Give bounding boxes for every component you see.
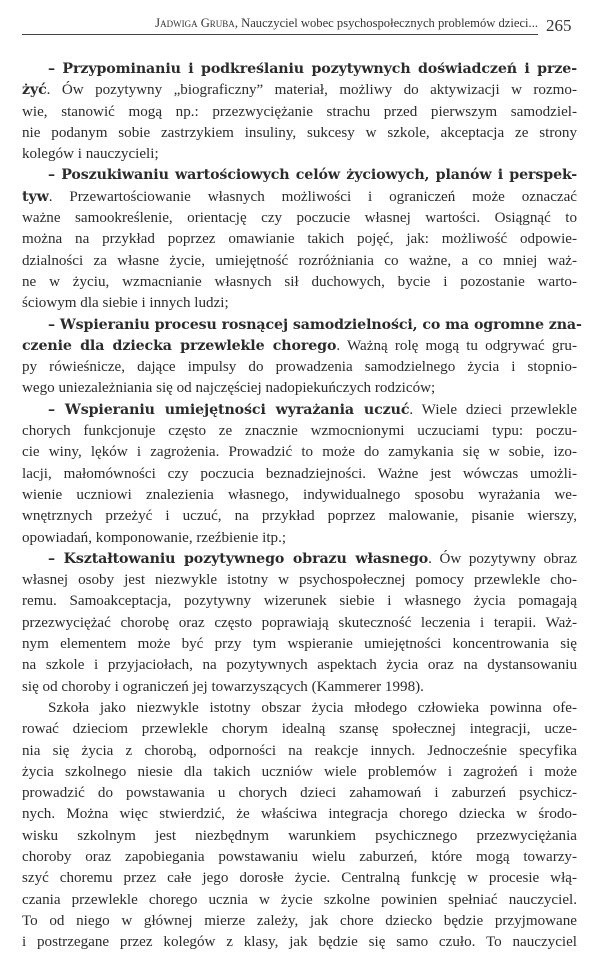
- body-text: można na przykład poprzez omawianie takich pojęć, jak: możliwość odpowie-: [22, 231, 577, 248]
- text-line: [22, 549, 577, 570]
- text-line: [22, 80, 577, 101]
- bold-heading-text: tyw: [22, 188, 49, 205]
- body-text: nie podanym sobie zastrzykiem insuliny, sukcesy w szkole, akceptacja ze strony: [22, 124, 577, 141]
- text-line: [22, 336, 577, 357]
- text-line: [22, 400, 577, 421]
- body-text: chorych funkcjonuje często ze znacznie wzmocnionymi uczuciami typu: poczu-: [22, 423, 577, 440]
- text-line: [22, 762, 577, 783]
- chapter-title: Nauczyciel wobec psychospołecznych problemów dzieci...: [241, 16, 538, 30]
- text-line: [22, 315, 582, 336]
- body-text: czania przewlekle chorego ucznia w życie szkolne powinien spełniać nauczyciel.: [22, 891, 577, 908]
- body-text: choroby oraz zapobiegania powstawaniu wielu zaburzeń, które mogą towarzy-: [22, 848, 577, 865]
- text-line: [22, 229, 577, 250]
- author-separator: ,: [234, 16, 242, 30]
- text-line: [22, 911, 577, 932]
- text-line: [22, 826, 577, 847]
- header-rule: [22, 34, 538, 35]
- text-line: [22, 868, 577, 889]
- bold-heading-text: – Wspieraniu umiejętności wyrażania uczuć: [48, 401, 410, 418]
- body-text: . Wiele dzieci przewlekle: [409, 401, 577, 418]
- body-text: dzialności za własne życie, umiejętność rozróżniania co ważne, a co mniej waż-: [22, 252, 577, 269]
- text-line: [22, 165, 577, 186]
- body-text: nia się życia z chorobą, odporności na reakcje innych. Jednocześnie specyfika: [22, 742, 577, 759]
- text-line: [22, 698, 577, 719]
- text-line: [22, 506, 577, 527]
- text-line: [22, 655, 577, 676]
- bold-heading-text: – Wspieraniu procesu rosnącej samodzielności, co ma ogromne zna-: [48, 316, 582, 333]
- text-line: [22, 932, 577, 953]
- page-number: 265: [546, 16, 572, 35]
- body-text: lacji, małomówności czy poczucia beznadziejności. Ważne jest wówczas umożli-: [22, 465, 577, 482]
- body-text: . Przewartościowanie własnych możliwości i ograniczeń może oznaczać: [48, 188, 577, 205]
- body-text: się od choroby i ograniczeń jej towarzyszących (Kammerer 1998).: [22, 678, 424, 695]
- text-line: [22, 570, 577, 591]
- text-line: [22, 783, 577, 804]
- text-line: [22, 208, 577, 229]
- body-text: Szkoła jako niezwykle istotny obszar życia młodego człowieka powinna ofe-: [48, 699, 577, 716]
- text-line: [22, 102, 577, 123]
- text-line: [22, 528, 577, 549]
- text-line: [22, 421, 577, 442]
- text-line: [22, 59, 577, 80]
- body-text: nych. Można więc stwierdzić, że właściwa integracja chorego dziecka w środo-: [22, 806, 577, 823]
- body-text: przezwyciężać chorobę oraz często poprawiają skuteczność leczenia i terapii. Waż-: [22, 614, 577, 631]
- text-line: [22, 357, 577, 378]
- text-line: [22, 187, 577, 208]
- text-line: [22, 804, 577, 825]
- text-line: [22, 272, 577, 293]
- body-text: ważne samookreślenie, orientację czy poczucie własnej wartości. Osiągnąć to: [22, 210, 577, 227]
- text-line: [22, 464, 577, 485]
- body-text: wisku szkolnym jest niezbędnym warunkiem psychicznego przezwyciężania: [22, 827, 577, 844]
- running-head: [22, 14, 582, 40]
- bold-heading-text: – Poszukiwaniu wartościowych celów życiowych, planów i perspek-: [48, 167, 577, 184]
- body-text: remu. Samoakceptacja, pozytywny wizerunek siebie i własnego życia pomagają: [22, 593, 577, 610]
- body-text: kolegów i nauczycieli;: [22, 146, 159, 163]
- body-text: . Ów pozytywny obraz: [428, 550, 577, 567]
- bold-heading-text: czenie dla dziecka przewlekle chorego: [22, 337, 337, 354]
- body-text: rować dzieciom przewlekle chorym idealną szansę społecznej integracji, ucze-: [22, 721, 577, 738]
- bold-heading-text: – Kształtowaniu pozytywnego obrazu własnego: [48, 550, 429, 567]
- text-line: [22, 719, 577, 740]
- text-line: [22, 847, 577, 868]
- body-text: . Ów pozytywny „biograficzny” materiał, możliwy do aktywizacji w rozmo-: [46, 82, 577, 99]
- body-text: py rówieśnicze, dające impulsy do prowadzenia samodzielnego życia i stopnio-: [22, 359, 577, 376]
- body-text: i postrzegane przez kolegów z klasy, jak będzie się samo czuło. To nauczyciel: [22, 934, 577, 951]
- body-text: wnętrznych przeżyć i uczuć, na przykład poprzez malowanie, pisanie wierszy,: [22, 508, 577, 525]
- body-text: życia szkolnego niesie dla takich uczniów wiele problemów i zagrożeń i może: [22, 763, 577, 780]
- text-line: [22, 442, 577, 463]
- running-head-title: [22, 16, 538, 31]
- text-line: [22, 251, 577, 272]
- bold-heading-text: – Przypominaniu i podkreślaniu pozytywnych doświadczeń i prze-: [48, 61, 577, 77]
- body-text: wego uniezależniania się od najczęściej nadopiekuńczych rodziców;: [22, 380, 436, 397]
- body-text: ściowym dla siebie i innych ludzi;: [22, 295, 229, 312]
- text-line: [22, 613, 577, 634]
- body-text: szyć choremu przez całe jego dorosłe życie. Centralną funkcję w procesie włą-: [22, 870, 577, 887]
- body-text: nym elementem może być przy tym wspieranie umiejętności koncentrowania się: [22, 636, 577, 653]
- text-line: [22, 890, 577, 911]
- text-line: [22, 591, 577, 612]
- bold-heading-text: żyć: [22, 82, 47, 99]
- body-text: prowadzić do powstawania u chorych dzieci zahamowań i zaburzeń psychicz-: [22, 785, 577, 802]
- text-line: [22, 293, 577, 314]
- page-body: [22, 59, 582, 953]
- text-line: [22, 677, 577, 698]
- text-line: [22, 634, 577, 655]
- body-text: własnej osoby jest niezwykle istotny w psychospołecznej pomocy przewlekle cho-: [22, 572, 577, 589]
- text-line: [22, 485, 577, 506]
- body-text: na szkole i przyjaciołach, na pozytywnych aspektach życia oraz na dystansowaniu: [22, 657, 577, 674]
- body-text: wie, stanowić mogą np.: przezwyciężanie strachu przed pierwszym samodziel-: [22, 103, 577, 120]
- text-line: [22, 144, 577, 165]
- body-text: cie winy, lęków i zagrożenia. Prowadzić to może do zamykania się w sobie, izo-: [22, 444, 577, 461]
- body-text: opowiadań, komponowanie, rzeźbienie itp.;: [22, 529, 287, 546]
- body-text: . Ważną rolę mogą tu odgrywać gru-: [336, 337, 577, 354]
- text-line: [22, 123, 577, 144]
- author-name: Jadwiga Gruba: [155, 16, 235, 30]
- body-text: wienie uczniowi znalezienia własnego, indywidualnego sposobu wyrażania we-: [22, 486, 577, 503]
- body-text: ne w życiu, wzmacnianie własnych sił duchowych, bycie i pozostanie warto-: [22, 273, 577, 290]
- body-text: To od niego w głównej mierze zależy, jak chore dziecko będzie przyjmowane: [22, 912, 577, 929]
- text-line: [22, 378, 577, 399]
- text-line: [22, 741, 577, 762]
